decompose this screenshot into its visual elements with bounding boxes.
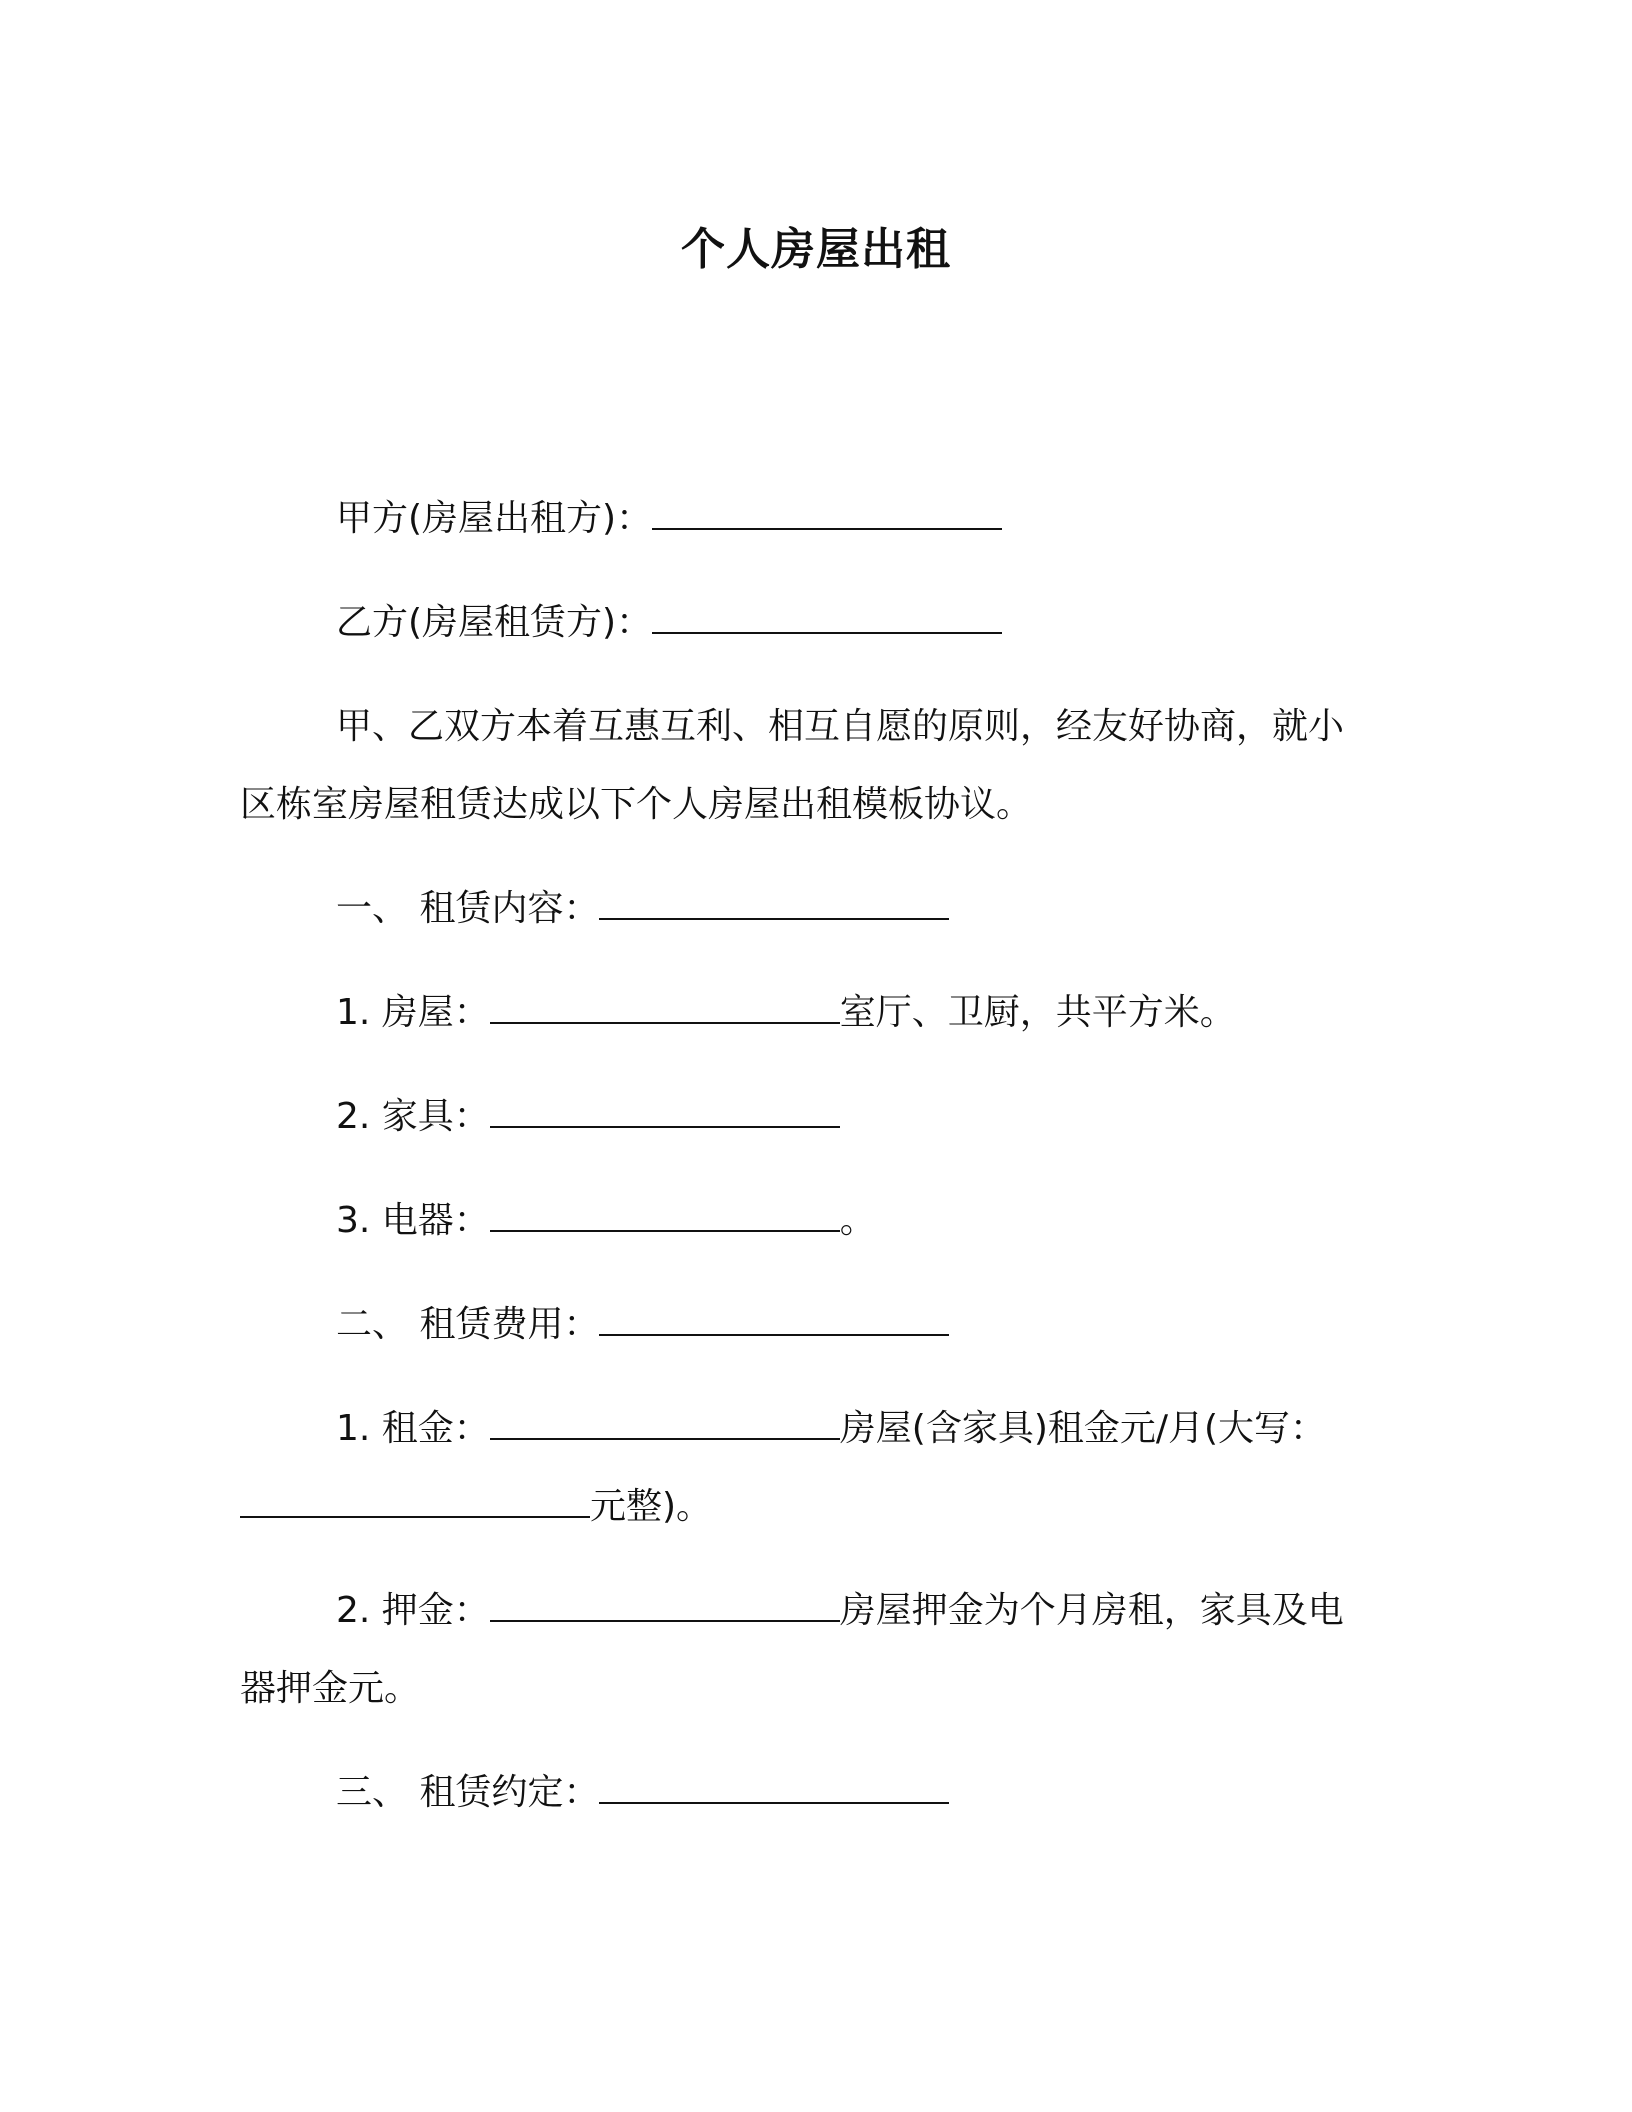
item-2-2-blank[interactable] (490, 1590, 840, 1622)
item-2-2-suffix: 房屋押金为个月房租，家具及电 (839, 1590, 1344, 1631)
item-2-1-suffix: 房屋(含家具)租金元/月(大写： (839, 1408, 1327, 1449)
party-b-line (240, 584, 1380, 662)
item-1-3-label: 3. 电器： (336, 1200, 490, 1241)
section-3-heading (240, 1754, 1380, 1832)
item-1-3-suffix: 。 (839, 1200, 876, 1241)
item-2-2 (240, 1572, 1380, 1650)
section-3-label: 三、 租赁约定： (336, 1772, 600, 1813)
section-1-blank[interactable] (599, 888, 949, 920)
item-2-2-cont (240, 1650, 1380, 1728)
document-title: 个人房屋出租 (681, 224, 951, 275)
party-a-label: 甲方(房屋出租方)： (336, 498, 653, 539)
item-2-1-label: 1. 租金： (336, 1408, 490, 1449)
item-1-2-label: 2. 家具： (336, 1096, 490, 1137)
section-2-blank[interactable] (599, 1304, 949, 1336)
item-2-2-end: 器押金元。 (240, 1668, 421, 1709)
intro-line-1: 甲、乙双方本着互惠互利、相互自愿的原则，经友好协商，就小 (336, 706, 1345, 747)
item-1-1-label: 1. 房屋： (336, 992, 490, 1033)
item-1-3-blank[interactable] (490, 1200, 840, 1232)
item-1-2 (240, 1078, 1380, 1156)
section-2-label: 二、 租赁费用： (336, 1304, 600, 1345)
item-2-1-cont (240, 1468, 1380, 1546)
party-a-line (240, 480, 1380, 558)
party-b-blank[interactable] (652, 602, 1002, 634)
section-1-heading (240, 870, 1380, 948)
section-1-label: 一、 租赁内容： (336, 888, 600, 929)
item-1-1-blank[interactable] (490, 992, 840, 1024)
item-2-1-blank-2[interactable] (240, 1486, 590, 1518)
section-2-heading (240, 1286, 1380, 1364)
party-a-blank[interactable] (652, 498, 1002, 530)
item-2-1-blank[interactable] (490, 1408, 840, 1440)
item-1-1-suffix: 室厅、卫厨，共平方米。 (839, 992, 1236, 1033)
intro-paragraph-cont (240, 766, 1380, 844)
section-3-blank[interactable] (599, 1772, 949, 1804)
item-1-2-blank[interactable] (490, 1096, 840, 1128)
item-2-1-end: 元整)。 (590, 1486, 713, 1527)
item-2-1 (240, 1390, 1380, 1468)
item-1-3 (240, 1182, 1380, 1260)
item-2-2-label: 2. 押金： (336, 1590, 490, 1631)
intro-paragraph (240, 688, 1380, 766)
party-b-label: 乙方(房屋租赁方)： (336, 602, 653, 643)
intro-line-2: 区栋室房屋租赁达成以下个人房屋出租模板协议。 (240, 784, 1033, 825)
item-1-1 (240, 974, 1380, 1052)
